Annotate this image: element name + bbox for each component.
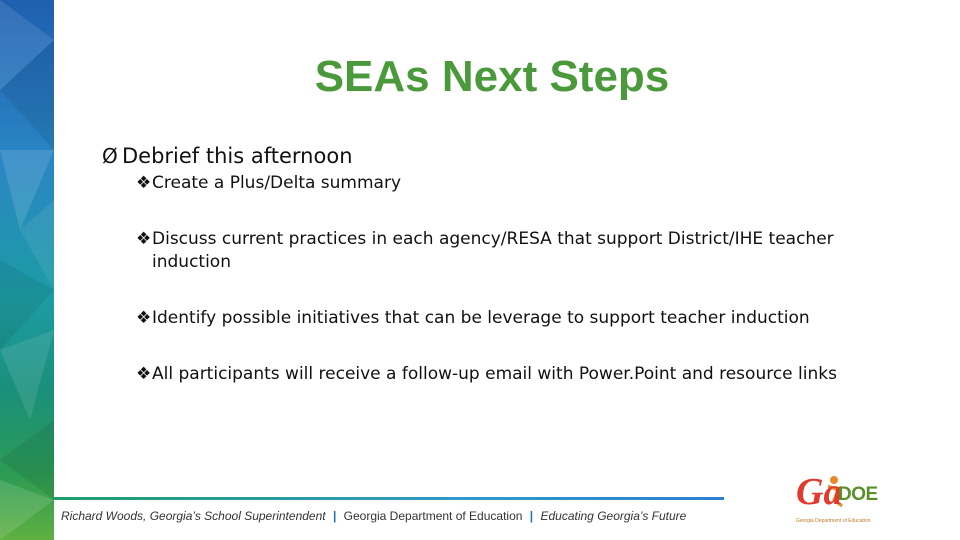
sub-bullet-text: Create a Plus/Delta summary <box>152 173 402 193</box>
sub-bullet <box>136 172 882 195</box>
sub-bullet-text: Discuss current practices in each agency/RESA that support District/IHE teacher induction <box>152 229 834 272</box>
main-bullet-text: Debrief this afternoon <box>122 144 353 168</box>
geometric-pattern <box>0 0 54 540</box>
slide-content <box>102 144 882 419</box>
main-bullet <box>102 144 882 168</box>
diamond-bullet-icon: ❖ <box>136 229 152 249</box>
sub-bullet <box>136 307 882 330</box>
diamond-bullet-icon: ❖ <box>136 173 152 193</box>
logo-tagline: Georgia Department of Education <box>796 518 871 524</box>
footer-separator: | <box>529 509 534 523</box>
footer-separator: | <box>332 509 337 523</box>
footer-motto: Educating Georgia’s Future <box>540 509 687 523</box>
diamond-bullet-icon: ❖ <box>136 308 152 328</box>
logo-doe-text: DOE <box>838 484 878 505</box>
sub-bullet <box>136 363 882 386</box>
gadoe-logo <box>794 470 898 528</box>
sub-bullet-text: Identify possible initiatives that can be leverage to support teacher induction <box>152 308 810 328</box>
footer <box>61 509 686 523</box>
sub-bullet-list <box>136 172 882 386</box>
diamond-bullet-icon: ❖ <box>136 364 152 384</box>
decorative-side-strip <box>0 0 54 540</box>
footer-superintendent: Richard Woods, Georgia’s School Superintendent <box>61 509 326 523</box>
arrow-bullet-icon: Ø <box>102 144 118 168</box>
footer-department: Georgia Department of Education <box>343 509 523 523</box>
slide-title: SEAs Next Steps <box>314 52 670 101</box>
sub-bullet <box>136 228 882 274</box>
logo-ga-text: Ga <box>796 471 843 513</box>
sub-bullet-text: All participants will receive a follow-up email with Power.Point and resource links <box>152 364 837 384</box>
footer-divider <box>54 497 724 500</box>
